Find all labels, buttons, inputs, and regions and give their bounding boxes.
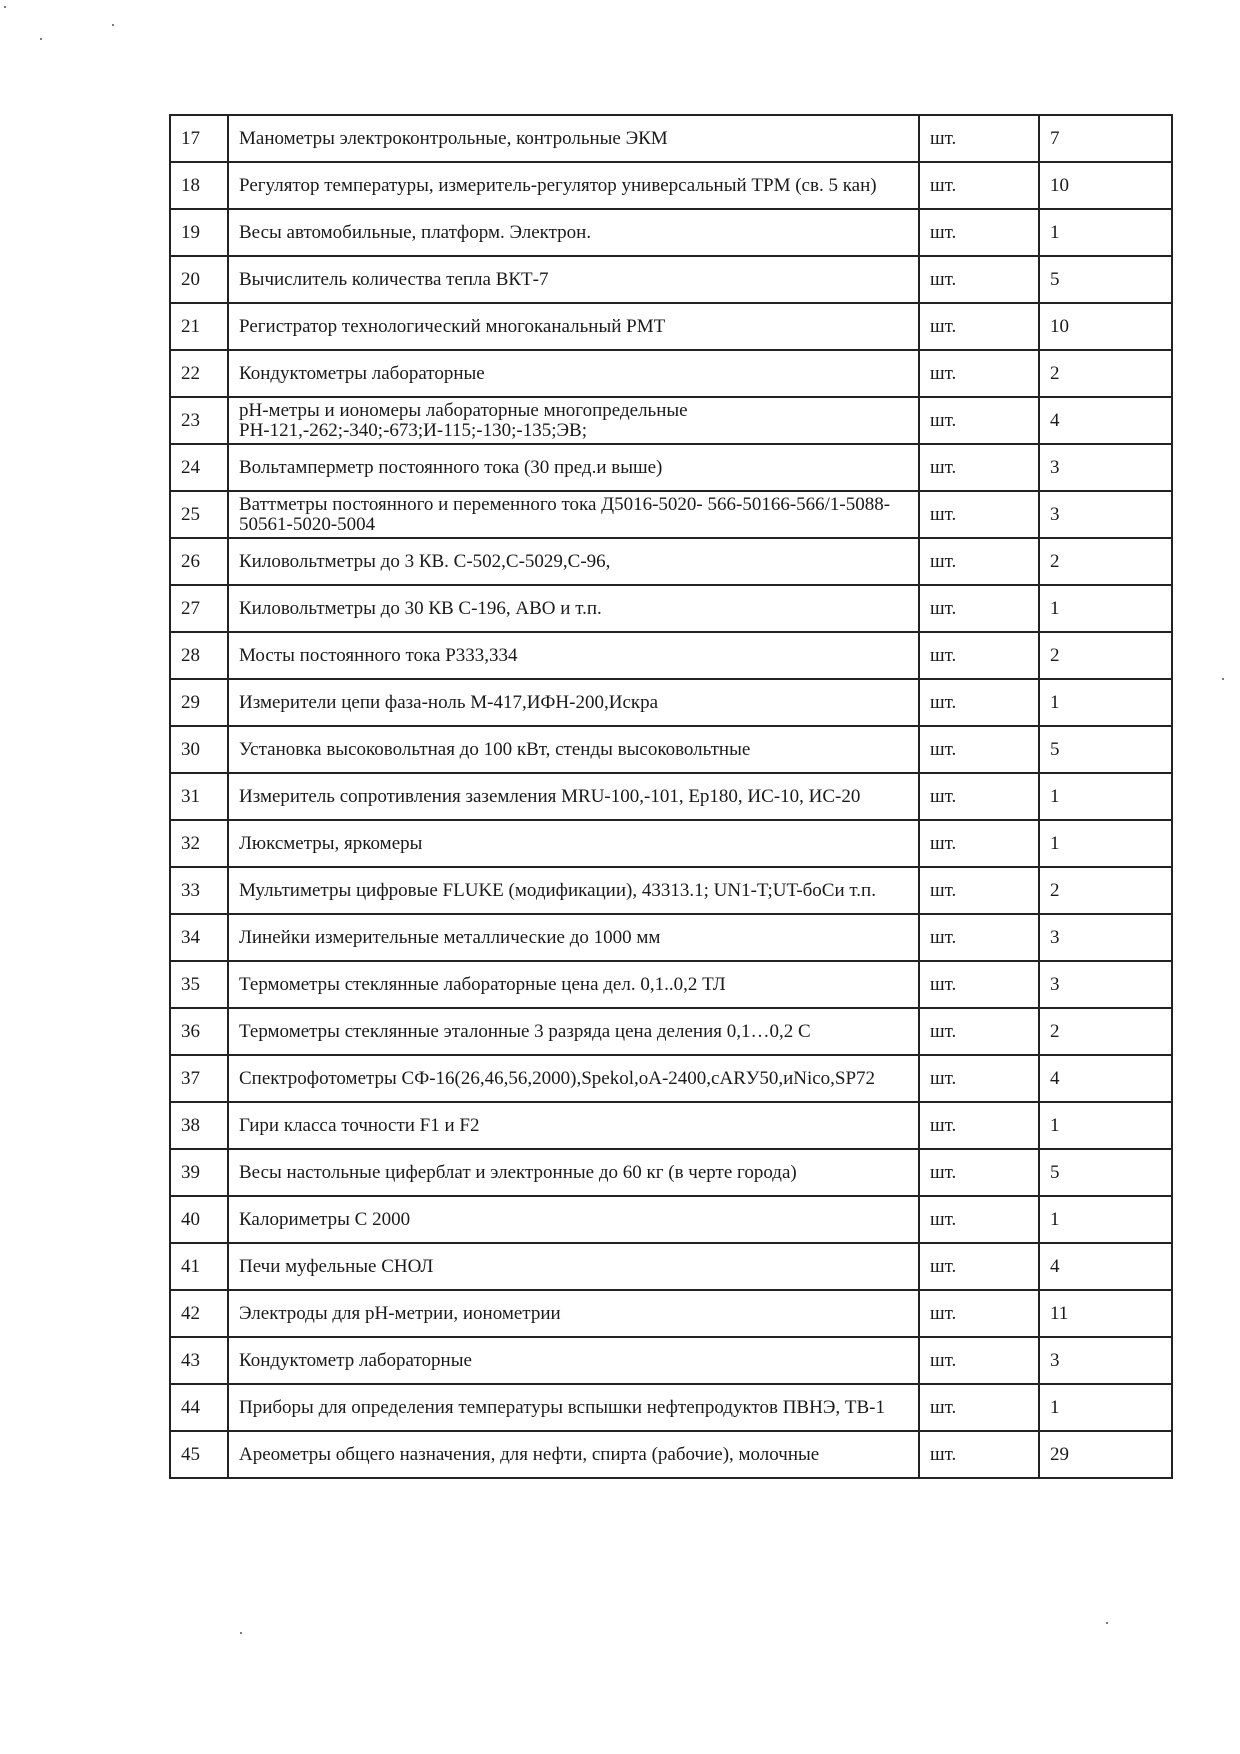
- row-number: 40: [170, 1196, 228, 1243]
- quantity: 1: [1039, 1196, 1172, 1243]
- equipment-table-body: [170, 115, 1172, 1478]
- row-number: 37: [170, 1055, 228, 1102]
- table-row: [170, 1102, 1172, 1149]
- unit-of-measure: шт.: [919, 1243, 1039, 1290]
- table-row: [170, 679, 1172, 726]
- quantity: 1: [1039, 1384, 1172, 1431]
- row-number: 22: [170, 350, 228, 397]
- table-row: [170, 350, 1172, 397]
- row-number: 30: [170, 726, 228, 773]
- quantity: 1: [1039, 773, 1172, 820]
- table-row: [170, 491, 1172, 538]
- equipment-name: Киловольтметры до 30 КВ С-196, АВО и т.п.: [228, 585, 919, 632]
- table-row: [170, 773, 1172, 820]
- row-number: 31: [170, 773, 228, 820]
- equipment-name: Гири класса точности F1 и F2: [228, 1102, 919, 1149]
- table-row: [170, 256, 1172, 303]
- unit-of-measure: шт.: [919, 679, 1039, 726]
- quantity: 1: [1039, 820, 1172, 867]
- row-number: 32: [170, 820, 228, 867]
- table-row: [170, 961, 1172, 1008]
- quantity: 5: [1039, 726, 1172, 773]
- row-number: 33: [170, 867, 228, 914]
- quantity: 5: [1039, 256, 1172, 303]
- unit-of-measure: шт.: [919, 1431, 1039, 1478]
- quantity: 3: [1039, 491, 1172, 538]
- scan-speck: [1106, 1622, 1108, 1624]
- quantity: 2: [1039, 632, 1172, 679]
- row-number: 29: [170, 679, 228, 726]
- table-row: [170, 585, 1172, 632]
- scan-speck: [1222, 678, 1224, 680]
- quantity: 7: [1039, 115, 1172, 162]
- unit-of-measure: шт.: [919, 726, 1039, 773]
- row-number: 21: [170, 303, 228, 350]
- equipment-name: pH-метры и иономеры лабораторные многопредельные РН-121,-262;-340;-673;И-115;-130;-135;ЭВ;: [228, 397, 919, 444]
- quantity: 5: [1039, 1149, 1172, 1196]
- unit-of-measure: шт.: [919, 162, 1039, 209]
- table-row: [170, 303, 1172, 350]
- row-number: 41: [170, 1243, 228, 1290]
- unit-of-measure: шт.: [919, 820, 1039, 867]
- scan-speck: [40, 38, 42, 40]
- equipment-name: Весы автомобильные, платформ. Электрон.: [228, 209, 919, 256]
- equipment-name: Спектрофотометры СФ-16(26,46,56,2000),Spekol,oA-2400,cARУ50,иNico,SP72: [228, 1055, 919, 1102]
- equipment-name: Измерители цепи фаза-ноль М-417,ИФН-200,Искра: [228, 679, 919, 726]
- table-row: [170, 867, 1172, 914]
- unit-of-measure: шт.: [919, 1196, 1039, 1243]
- quantity: 1: [1039, 1102, 1172, 1149]
- equipment-name: Ваттметры постоянного и переменного тока Д5016-5020- 566-50166-566/1-5088-50561-5020-5004: [228, 491, 919, 538]
- table-row: [170, 1149, 1172, 1196]
- unit-of-measure: шт.: [919, 867, 1039, 914]
- row-number: 25: [170, 491, 228, 538]
- equipment-name: Линейки измерительные металлические до 1000 мм: [228, 914, 919, 961]
- unit-of-measure: шт.: [919, 444, 1039, 491]
- unit-of-measure: шт.: [919, 209, 1039, 256]
- equipment-name: Ареометры общего назначения, для нефти, спирта (рабочие), молочные: [228, 1431, 919, 1478]
- table-row: [170, 115, 1172, 162]
- unit-of-measure: шт.: [919, 303, 1039, 350]
- unit-of-measure: шт.: [919, 1149, 1039, 1196]
- scan-speck: [4, 6, 6, 8]
- quantity: 2: [1039, 350, 1172, 397]
- quantity: 2: [1039, 867, 1172, 914]
- equipment-name: Регулятор температуры, измеритель-регулятор универсальный ТРМ (св. 5 кан): [228, 162, 919, 209]
- equipment-name: Термометры стеклянные лабораторные цена дел. 0,1..0,2 ТЛ: [228, 961, 919, 1008]
- table-row: [170, 726, 1172, 773]
- quantity: 2: [1039, 1008, 1172, 1055]
- quantity: 1: [1039, 679, 1172, 726]
- equipment-name: Установка высоковольтная до 100 кВт, стенды высоковольтные: [228, 726, 919, 773]
- row-number: 38: [170, 1102, 228, 1149]
- table-row: [170, 1243, 1172, 1290]
- unit-of-measure: шт.: [919, 538, 1039, 585]
- table-row: [170, 1290, 1172, 1337]
- row-number: 39: [170, 1149, 228, 1196]
- quantity: 2: [1039, 538, 1172, 585]
- scan-speck: [240, 1632, 242, 1634]
- equipment-name: Регистратор технологический многоканальный РМТ: [228, 303, 919, 350]
- unit-of-measure: шт.: [919, 350, 1039, 397]
- table-row: [170, 1384, 1172, 1431]
- table-row: [170, 397, 1172, 444]
- row-number: 34: [170, 914, 228, 961]
- quantity: 4: [1039, 397, 1172, 444]
- table-row: [170, 538, 1172, 585]
- row-number: 18: [170, 162, 228, 209]
- table-row: [170, 444, 1172, 491]
- equipment-name: Кондуктометры лабораторные: [228, 350, 919, 397]
- equipment-name: Манометры электроконтрольные, контрольные ЭКМ: [228, 115, 919, 162]
- equipment-name: Вычислитель количества тепла ВКТ-7: [228, 256, 919, 303]
- row-number: 20: [170, 256, 228, 303]
- unit-of-measure: шт.: [919, 1055, 1039, 1102]
- equipment-name: Весы настольные циферблат и электронные до 60 кг (в черте города): [228, 1149, 919, 1196]
- quantity: 10: [1039, 162, 1172, 209]
- equipment-name: Мультиметры цифровые FLUKE (модификации), 43313.1; UN1-T;UT-боСи т.п.: [228, 867, 919, 914]
- unit-of-measure: шт.: [919, 1290, 1039, 1337]
- row-number: 27: [170, 585, 228, 632]
- quantity: 29: [1039, 1431, 1172, 1478]
- row-number: 26: [170, 538, 228, 585]
- unit-of-measure: шт.: [919, 397, 1039, 444]
- quantity: 3: [1039, 1337, 1172, 1384]
- equipment-name: Кондуктометр лабораторные: [228, 1337, 919, 1384]
- table-row: [170, 1431, 1172, 1478]
- unit-of-measure: шт.: [919, 115, 1039, 162]
- scan-speck: [112, 24, 114, 26]
- quantity: 4: [1039, 1243, 1172, 1290]
- row-number: 24: [170, 444, 228, 491]
- quantity: 11: [1039, 1290, 1172, 1337]
- unit-of-measure: шт.: [919, 1102, 1039, 1149]
- unit-of-measure: шт.: [919, 632, 1039, 679]
- equipment-table: [169, 114, 1173, 1479]
- table-row: [170, 820, 1172, 867]
- table-row: [170, 1196, 1172, 1243]
- unit-of-measure: шт.: [919, 1337, 1039, 1384]
- unit-of-measure: шт.: [919, 1008, 1039, 1055]
- row-number: 42: [170, 1290, 228, 1337]
- unit-of-measure: шт.: [919, 1384, 1039, 1431]
- row-number: 45: [170, 1431, 228, 1478]
- quantity: 3: [1039, 914, 1172, 961]
- row-number: 17: [170, 115, 228, 162]
- quantity: 4: [1039, 1055, 1172, 1102]
- equipment-name: Люксметры, яркомеры: [228, 820, 919, 867]
- equipment-name: Измеритель сопротивления заземления MRU-100,-101, Ep180, ИС-10, ИС-20: [228, 773, 919, 820]
- unit-of-measure: шт.: [919, 491, 1039, 538]
- table-row: [170, 162, 1172, 209]
- quantity: 10: [1039, 303, 1172, 350]
- quantity: 1: [1039, 209, 1172, 256]
- unit-of-measure: шт.: [919, 773, 1039, 820]
- row-number: 23: [170, 397, 228, 444]
- table-row: [170, 1055, 1172, 1102]
- table-row: [170, 1337, 1172, 1384]
- unit-of-measure: шт.: [919, 256, 1039, 303]
- equipment-name: Калориметры С 2000: [228, 1196, 919, 1243]
- unit-of-measure: шт.: [919, 961, 1039, 1008]
- quantity: 3: [1039, 444, 1172, 491]
- row-number: 28: [170, 632, 228, 679]
- row-number: 36: [170, 1008, 228, 1055]
- equipment-name: Киловольтметры до 3 КВ. С-502,С-5029,С-96,: [228, 538, 919, 585]
- row-number: 43: [170, 1337, 228, 1384]
- unit-of-measure: шт.: [919, 585, 1039, 632]
- table-row: [170, 1008, 1172, 1055]
- equipment-name: Мосты постоянного тока Р333,334: [228, 632, 919, 679]
- equipment-name: Термометры стеклянные эталонные 3 разряда цена деления 0,1…0,2 С: [228, 1008, 919, 1055]
- table-row: [170, 209, 1172, 256]
- table-row: [170, 632, 1172, 679]
- unit-of-measure: шт.: [919, 914, 1039, 961]
- equipment-name: Печи муфельные СНОЛ: [228, 1243, 919, 1290]
- table-row: [170, 914, 1172, 961]
- equipment-name: Электроды для pH-метрии, ионометрии: [228, 1290, 919, 1337]
- row-number: 19: [170, 209, 228, 256]
- quantity: 3: [1039, 961, 1172, 1008]
- quantity: 1: [1039, 585, 1172, 632]
- equipment-name: Вольтамперметр постоянного тока (30 пред.и выше): [228, 444, 919, 491]
- row-number: 35: [170, 961, 228, 1008]
- equipment-name: Приборы для определения температуры вспышки нефтепродуктов ПВНЭ, ТВ-1: [228, 1384, 919, 1431]
- row-number: 44: [170, 1384, 228, 1431]
